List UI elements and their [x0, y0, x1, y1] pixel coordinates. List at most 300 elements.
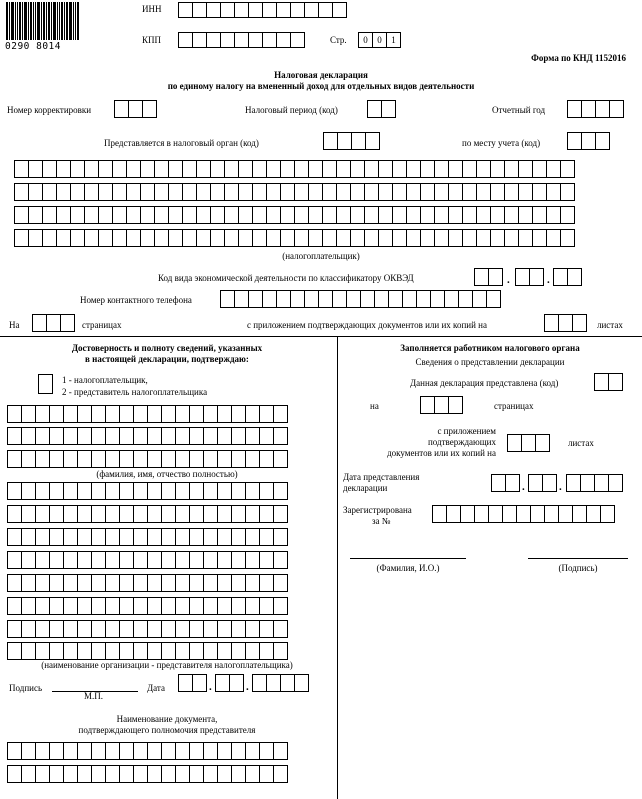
input-cell[interactable] — [462, 183, 477, 201]
input-cell[interactable] — [462, 160, 477, 178]
input-cell[interactable] — [21, 528, 36, 546]
input-cell[interactable] — [77, 450, 92, 468]
input-cell[interactable] — [189, 620, 204, 638]
input-cell[interactable] — [133, 450, 148, 468]
input-cell[interactable] — [56, 206, 71, 224]
input-cell[interactable] — [140, 160, 155, 178]
input-cell[interactable] — [217, 528, 232, 546]
input-cell[interactable] — [49, 620, 64, 638]
input-cell[interactable] — [529, 268, 544, 286]
input-cell[interactable] — [558, 505, 573, 523]
input-cell[interactable] — [504, 229, 519, 247]
input-cell[interactable] — [444, 290, 459, 308]
input-cell[interactable] — [600, 505, 615, 523]
input-cell[interactable] — [35, 551, 50, 569]
input-cell[interactable] — [206, 2, 221, 18]
input-cell[interactable] — [516, 505, 531, 523]
input-cell[interactable] — [21, 597, 36, 615]
input-cell[interactable] — [105, 450, 120, 468]
input-cell[interactable] — [105, 528, 120, 546]
reporting-year-field[interactable] — [567, 100, 624, 118]
input-cell[interactable] — [105, 482, 120, 500]
input-cell[interactable] — [364, 160, 379, 178]
input-cell[interactable] — [77, 765, 92, 783]
input-cell[interactable] — [290, 32, 305, 48]
input-cell[interactable] — [446, 505, 461, 523]
input-cell[interactable] — [203, 405, 218, 423]
input-cell[interactable] — [245, 505, 260, 523]
input-cell[interactable] — [63, 574, 78, 592]
input-cell[interactable] — [189, 597, 204, 615]
input-cell[interactable] — [521, 434, 536, 452]
input-cell[interactable] — [21, 405, 36, 423]
input-cell[interactable] — [294, 183, 309, 201]
input-cell[interactable] — [515, 268, 530, 286]
input-cell[interactable] — [161, 427, 176, 445]
input-cell[interactable] — [266, 206, 281, 224]
input-cell[interactable] — [276, 2, 291, 18]
input-cell[interactable] — [175, 642, 190, 660]
input-cell[interactable] — [7, 574, 22, 592]
input-cell[interactable] — [290, 290, 305, 308]
submission-day-field[interactable] — [491, 474, 520, 492]
input-cell[interactable] — [273, 528, 288, 546]
input-cell[interactable] — [161, 482, 176, 500]
input-cell[interactable] — [175, 551, 190, 569]
input-cell[interactable] — [49, 450, 64, 468]
input-cell[interactable] — [7, 642, 22, 660]
input-cell[interactable] — [337, 132, 352, 150]
input-cell[interactable] — [38, 374, 53, 394]
input-cell[interactable] — [21, 551, 36, 569]
input-cell[interactable] — [245, 597, 260, 615]
input-cell[interactable] — [217, 450, 232, 468]
input-cell[interactable] — [196, 183, 211, 201]
input-cell[interactable] — [7, 505, 22, 523]
input-cell[interactable] — [98, 183, 113, 201]
input-cell[interactable] — [252, 674, 267, 692]
input-cell[interactable] — [91, 482, 106, 500]
input-cell[interactable] — [63, 505, 78, 523]
presented-code-field[interactable] — [594, 373, 623, 391]
input-cell[interactable] — [14, 160, 29, 178]
input-cell[interactable] — [49, 551, 64, 569]
input-cell[interactable] — [105, 742, 120, 760]
input-cell[interactable] — [502, 505, 517, 523]
input-cell[interactable] — [42, 160, 57, 178]
input-cell[interactable] — [119, 620, 134, 638]
input-cell[interactable] — [119, 642, 134, 660]
organization-row[interactable] — [7, 482, 288, 500]
input-cell[interactable] — [518, 160, 533, 178]
input-cell[interactable] — [259, 742, 274, 760]
input-cell[interactable] — [594, 474, 609, 492]
input-cell[interactable] — [224, 183, 239, 201]
input-cell[interactable] — [98, 206, 113, 224]
input-cell[interactable] — [175, 505, 190, 523]
input-cell[interactable] — [273, 765, 288, 783]
input-cell[interactable] — [119, 742, 134, 760]
input-cell[interactable] — [133, 620, 148, 638]
input-cell[interactable] — [217, 505, 232, 523]
input-cell[interactable] — [175, 482, 190, 500]
input-cell[interactable] — [147, 505, 162, 523]
input-cell[interactable] — [220, 32, 235, 48]
input-cell[interactable] — [203, 427, 218, 445]
input-cell[interactable] — [175, 574, 190, 592]
input-cell[interactable] — [161, 742, 176, 760]
input-cell[interactable] — [91, 505, 106, 523]
taxpayer-name-row[interactable] — [14, 160, 575, 178]
input-cell[interactable] — [49, 642, 64, 660]
input-cell[interactable] — [147, 482, 162, 500]
input-cell[interactable] — [196, 160, 211, 178]
input-cell[interactable] — [532, 206, 547, 224]
input-cell[interactable] — [560, 206, 575, 224]
input-cell[interactable] — [231, 642, 246, 660]
input-cell[interactable] — [126, 206, 141, 224]
input-cell[interactable] — [140, 183, 155, 201]
input-cell[interactable] — [168, 160, 183, 178]
input-cell[interactable] — [21, 574, 36, 592]
input-cell[interactable] — [49, 574, 64, 592]
input-cell[interactable] — [203, 574, 218, 592]
input-cell[interactable] — [35, 528, 50, 546]
input-cell[interactable] — [119, 597, 134, 615]
input-cell[interactable] — [518, 206, 533, 224]
input-cell[interactable] — [266, 160, 281, 178]
input-cell[interactable] — [231, 528, 246, 546]
input-cell[interactable] — [238, 229, 253, 247]
input-cell[interactable] — [119, 450, 134, 468]
input-cell[interactable] — [175, 597, 190, 615]
input-cell[interactable] — [259, 450, 274, 468]
input-cell[interactable] — [273, 427, 288, 445]
input-cell[interactable] — [140, 229, 155, 247]
input-cell[interactable] — [558, 314, 573, 332]
input-cell[interactable] — [119, 405, 134, 423]
input-cell[interactable] — [476, 206, 491, 224]
input-cell[interactable] — [133, 597, 148, 615]
organization-row[interactable] — [7, 620, 288, 638]
input-cell[interactable] — [530, 505, 545, 523]
input-cell[interactable] — [245, 427, 260, 445]
input-cell[interactable] — [220, 290, 235, 308]
input-cell[interactable] — [231, 551, 246, 569]
input-cell[interactable] — [147, 620, 162, 638]
input-cell[interactable] — [365, 132, 380, 150]
input-cell[interactable] — [318, 290, 333, 308]
input-cell[interactable] — [175, 528, 190, 546]
input-cell[interactable] — [273, 505, 288, 523]
input-cell[interactable] — [189, 482, 204, 500]
input-cell[interactable] — [203, 642, 218, 660]
input-cell[interactable] — [476, 229, 491, 247]
input-cell[interactable] — [14, 206, 29, 224]
input-cell[interactable] — [259, 528, 274, 546]
input-cell[interactable] — [262, 32, 277, 48]
input-cell[interactable] — [322, 160, 337, 178]
input-cell[interactable] — [196, 229, 211, 247]
input-cell[interactable] — [434, 206, 449, 224]
input-cell[interactable] — [147, 574, 162, 592]
input-cell[interactable] — [280, 229, 295, 247]
input-cell[interactable] — [215, 674, 230, 692]
input-cell[interactable] — [46, 314, 61, 332]
input-cell[interactable] — [351, 132, 366, 150]
input-cell[interactable] — [245, 551, 260, 569]
input-cell[interactable] — [488, 268, 503, 286]
input-cell[interactable] — [161, 642, 176, 660]
input-cell[interactable] — [420, 396, 435, 414]
input-cell[interactable] — [77, 642, 92, 660]
input-cell[interactable] — [161, 597, 176, 615]
input-cell[interactable] — [49, 405, 64, 423]
input-cell[interactable] — [133, 427, 148, 445]
input-cell[interactable] — [105, 405, 120, 423]
input-cell[interactable] — [238, 206, 253, 224]
input-cell[interactable] — [406, 183, 421, 201]
input-cell[interactable] — [147, 427, 162, 445]
input-cell[interactable] — [203, 742, 218, 760]
input-cell[interactable] — [490, 160, 505, 178]
input-cell[interactable] — [168, 229, 183, 247]
input-cell[interactable] — [133, 482, 148, 500]
input-cell[interactable] — [77, 405, 92, 423]
right-sheets-field[interactable] — [507, 434, 550, 452]
input-cell[interactable] — [217, 551, 232, 569]
input-cell[interactable] — [210, 183, 225, 201]
organization-row[interactable] — [7, 551, 288, 569]
input-cell[interactable] — [273, 642, 288, 660]
input-cell[interactable] — [35, 597, 50, 615]
input-cell[interactable] — [546, 206, 561, 224]
input-cell[interactable] — [98, 160, 113, 178]
input-cell[interactable] — [161, 574, 176, 592]
pages-count-field[interactable] — [32, 314, 75, 332]
input-cell[interactable] — [231, 574, 246, 592]
input-cell[interactable] — [192, 32, 207, 48]
input-cell[interactable] — [91, 642, 106, 660]
organization-row[interactable] — [7, 528, 288, 546]
input-cell[interactable] — [294, 674, 309, 692]
input-cell[interactable] — [518, 229, 533, 247]
input-cell[interactable] — [238, 160, 253, 178]
input-cell[interactable] — [63, 551, 78, 569]
input-cell[interactable] — [28, 183, 43, 201]
input-cell[interactable] — [231, 405, 246, 423]
input-cell[interactable] — [91, 765, 106, 783]
input-cell[interactable] — [98, 229, 113, 247]
input-cell[interactable] — [595, 100, 610, 118]
input-cell[interactable] — [84, 229, 99, 247]
input-cell[interactable] — [105, 597, 120, 615]
input-cell[interactable] — [535, 434, 550, 452]
input-cell[interactable] — [381, 100, 396, 118]
input-cell[interactable] — [294, 229, 309, 247]
input-cell[interactable] — [248, 2, 263, 18]
input-cell[interactable] — [259, 405, 274, 423]
input-cell[interactable] — [32, 314, 47, 332]
input-cell[interactable] — [474, 268, 489, 286]
input-cell[interactable] — [7, 765, 22, 783]
input-cell[interactable] — [566, 474, 581, 492]
input-cell[interactable] — [49, 427, 64, 445]
fio-row[interactable] — [7, 405, 288, 423]
input-cell[interactable] — [63, 765, 78, 783]
input-cell[interactable] — [544, 505, 559, 523]
input-cell[interactable] — [504, 160, 519, 178]
input-cell[interactable] — [168, 206, 183, 224]
input-cell[interactable] — [196, 206, 211, 224]
input-cell[interactable] — [7, 551, 22, 569]
input-cell[interactable] — [119, 482, 134, 500]
input-cell[interactable] — [336, 206, 351, 224]
input-cell[interactable] — [560, 183, 575, 201]
input-cell[interactable] — [182, 160, 197, 178]
input-cell[interactable] — [77, 574, 92, 592]
input-cell[interactable] — [28, 160, 43, 178]
input-cell[interactable] — [434, 183, 449, 201]
input-cell[interactable] — [189, 551, 204, 569]
input-cell[interactable] — [189, 765, 204, 783]
input-cell[interactable] — [133, 765, 148, 783]
input-cell[interactable] — [364, 183, 379, 201]
input-cell[interactable] — [608, 474, 623, 492]
input-cell[interactable] — [178, 32, 193, 48]
input-cell[interactable] — [112, 206, 127, 224]
input-cell[interactable] — [472, 290, 487, 308]
input-cell[interactable] — [35, 482, 50, 500]
input-cell[interactable] — [491, 474, 506, 492]
input-cell[interactable] — [175, 620, 190, 638]
input-cell[interactable] — [460, 505, 475, 523]
input-cell[interactable] — [474, 505, 489, 523]
input-cell[interactable] — [161, 528, 176, 546]
input-cell[interactable] — [21, 765, 36, 783]
input-cell[interactable] — [49, 505, 64, 523]
input-cell[interactable] — [294, 160, 309, 178]
input-cell[interactable] — [7, 427, 22, 445]
input-cell[interactable] — [402, 290, 417, 308]
input-cell[interactable] — [91, 427, 106, 445]
input-cell[interactable] — [448, 396, 463, 414]
input-cell[interactable] — [388, 290, 403, 308]
input-cell[interactable] — [147, 405, 162, 423]
input-cell[interactable] — [490, 183, 505, 201]
input-cell[interactable] — [105, 574, 120, 592]
input-cell[interactable] — [49, 597, 64, 615]
input-cell[interactable] — [336, 160, 351, 178]
input-cell[interactable] — [609, 100, 624, 118]
input-cell[interactable] — [28, 229, 43, 247]
input-cell[interactable] — [378, 160, 393, 178]
input-cell[interactable] — [217, 574, 232, 592]
input-cell[interactable] — [532, 183, 547, 201]
input-cell[interactable] — [420, 229, 435, 247]
date-month-field[interactable] — [215, 674, 244, 692]
input-cell[interactable] — [259, 597, 274, 615]
input-cell[interactable] — [392, 229, 407, 247]
input-cell[interactable] — [276, 32, 291, 48]
input-cell[interactable] — [217, 482, 232, 500]
input-cell[interactable] — [7, 482, 22, 500]
input-cell[interactable] — [35, 574, 50, 592]
input-cell[interactable] — [114, 100, 129, 118]
input-cell[interactable] — [133, 574, 148, 592]
input-cell[interactable] — [63, 597, 78, 615]
input-cell[interactable] — [273, 450, 288, 468]
input-cell[interactable] — [322, 183, 337, 201]
input-cell[interactable] — [147, 450, 162, 468]
input-cell[interactable] — [147, 765, 162, 783]
input-cell[interactable] — [231, 450, 246, 468]
input-cell[interactable] — [259, 482, 274, 500]
input-cell[interactable] — [322, 229, 337, 247]
input-cell[interactable] — [70, 183, 85, 201]
input-cell[interactable] — [168, 183, 183, 201]
input-cell[interactable] — [259, 620, 274, 638]
document-row[interactable] — [7, 742, 288, 760]
input-cell[interactable] — [273, 620, 288, 638]
taxpayer-name-row[interactable] — [14, 183, 575, 201]
input-cell[interactable] — [416, 290, 431, 308]
input-cell[interactable] — [147, 528, 162, 546]
input-cell[interactable] — [161, 505, 176, 523]
input-cell[interactable] — [210, 160, 225, 178]
input-cell[interactable] — [147, 742, 162, 760]
input-cell[interactable] — [581, 132, 596, 150]
fio-row[interactable] — [7, 427, 288, 445]
input-cell[interactable] — [490, 229, 505, 247]
input-cell[interactable] — [7, 450, 22, 468]
input-cell[interactable] — [231, 505, 246, 523]
input-cell[interactable] — [203, 551, 218, 569]
input-cell[interactable] — [91, 620, 106, 638]
input-cell[interactable] — [142, 100, 157, 118]
input-cell[interactable] — [161, 620, 176, 638]
input-cell[interactable] — [532, 229, 547, 247]
input-cell[interactable] — [182, 183, 197, 201]
input-cell[interactable] — [276, 290, 291, 308]
input-cell[interactable] — [77, 597, 92, 615]
inn-field[interactable] — [178, 2, 347, 18]
input-cell[interactable] — [280, 160, 295, 178]
input-cell[interactable] — [128, 100, 143, 118]
input-cell[interactable] — [189, 405, 204, 423]
input-cell[interactable] — [304, 2, 319, 18]
input-cell[interactable] — [203, 528, 218, 546]
official-name-line[interactable] — [350, 558, 466, 559]
confirmer-type-field[interactable] — [38, 374, 53, 394]
input-cell[interactable] — [21, 642, 36, 660]
input-cell[interactable] — [259, 427, 274, 445]
input-cell[interactable] — [252, 183, 267, 201]
input-cell[interactable] — [504, 206, 519, 224]
input-cell[interactable] — [224, 206, 239, 224]
tax-period-field[interactable] — [367, 100, 396, 118]
input-cell[interactable] — [175, 765, 190, 783]
input-cell[interactable] — [252, 229, 267, 247]
input-cell[interactable] — [504, 183, 519, 201]
input-cell[interactable] — [234, 2, 249, 18]
input-cell[interactable] — [217, 642, 232, 660]
input-cell[interactable] — [245, 765, 260, 783]
input-cell[interactable] — [234, 290, 249, 308]
input-cell[interactable] — [42, 229, 57, 247]
input-cell[interactable] — [35, 405, 50, 423]
input-cell[interactable] — [35, 765, 50, 783]
